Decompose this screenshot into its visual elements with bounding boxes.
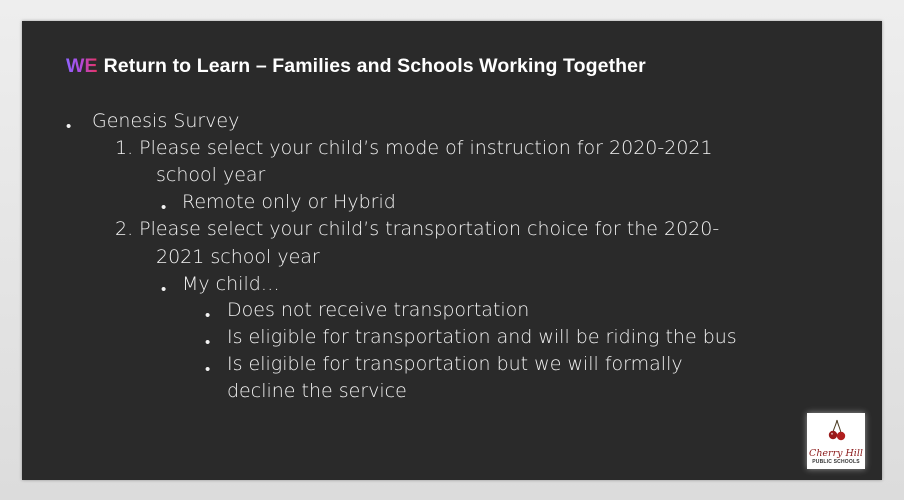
title-we-logo-text: WE <box>66 55 98 77</box>
survey-label: Genesis Survey <box>92 110 240 132</box>
question-2 <box>115 218 719 240</box>
question-1-continuation: school year <box>156 164 266 186</box>
logo-subtitle: PUBLIC SCHOOLS <box>812 459 860 465</box>
slide-title <box>66 55 646 78</box>
transport-option-1: Does not receive transportation <box>227 299 530 321</box>
bullet-icon: • <box>205 360 211 378</box>
bullet-icon: • <box>66 117 72 135</box>
title-text: Return to Learn – Families and Schools Working Together <box>103 55 646 77</box>
transport-option-2: Is eligible for transportation and will be riding the bus <box>227 326 737 348</box>
question-2-sub: My child… <box>182 273 280 295</box>
bullet-icon: • <box>161 198 167 216</box>
bullet-icon: • <box>205 306 211 324</box>
question-1 <box>115 137 713 159</box>
cherry-hill-logo <box>807 413 865 469</box>
bullet-icon: • <box>205 333 211 351</box>
question-1-text: Please select your child’s mode of instruction for 2020-2021 <box>139 137 713 159</box>
transport-option-3-continuation: decline the service <box>227 380 407 402</box>
cherries-icon <box>827 419 847 441</box>
question-2-continuation: 2021 school year <box>156 246 320 268</box>
question-1-number: 1. <box>115 137 134 159</box>
presentation-slide <box>22 21 882 480</box>
question-2-number: 2. <box>115 218 134 240</box>
question-2-text: Please select your child’s transportation choice for the 2020- <box>139 218 720 240</box>
question-1-option: Remote only or Hybrid <box>182 191 396 213</box>
logo-name: Cherry Hill <box>809 448 863 459</box>
bullet-icon: • <box>161 280 167 298</box>
transport-option-3: Is eligible for transportation but we will formally <box>227 353 683 375</box>
